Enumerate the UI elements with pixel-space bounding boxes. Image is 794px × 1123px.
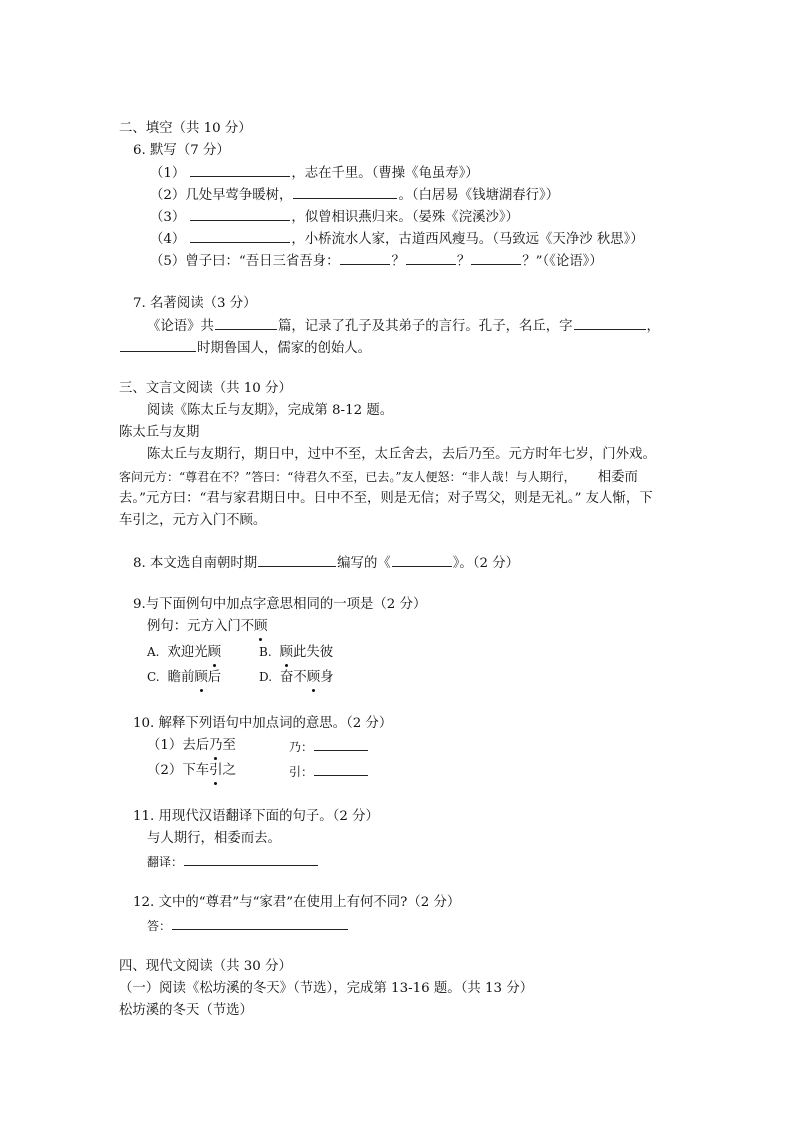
q10-title: 10. 解释下列语句中加点词的意思。（2 分） xyxy=(133,716,393,731)
option-text: 欢迎光 xyxy=(167,645,208,660)
answer-blank[interactable] xyxy=(190,208,290,221)
answer-blank[interactable] xyxy=(172,917,348,930)
line-text: ，小桥流水人家，古道西风瘦马。（马致远《天净沙 秋思》） xyxy=(291,232,644,247)
answer-blank[interactable] xyxy=(215,317,277,330)
line-number: （2） xyxy=(150,188,186,203)
row-text: 下车 xyxy=(182,763,210,778)
q9-option-d xyxy=(259,668,334,687)
dotted-char: 顾 xyxy=(279,645,294,660)
passage-line-1: 陈太丘与友期行，期日中，过中不至，太丘舍去，去后乃至。元方时年七岁，门外戏。 xyxy=(147,447,656,462)
reading-intro: 阅读《陈太丘与友期》，完成第 8-12 题。 xyxy=(147,403,394,418)
answer-label: 答： xyxy=(147,919,172,933)
row-text: 至 xyxy=(222,738,236,753)
line-number: （3） xyxy=(150,210,186,225)
line-number: （1） xyxy=(150,166,186,181)
line-text: 几处早莺争暖树， xyxy=(185,188,293,203)
q6-title: 6. 默写（7 分） xyxy=(133,143,230,158)
q6-line-2 xyxy=(150,186,559,205)
passage-text: 客问元方：“尊君在不？”答曰：“待君久不至，已去。”友人便怒：“非人哉！与人期行， xyxy=(119,470,576,484)
option-label: D. xyxy=(259,670,273,684)
q12-answer xyxy=(147,917,349,935)
line-text: ， xyxy=(646,319,660,334)
option-text: 瞻前 xyxy=(167,670,195,685)
option-text: 后 xyxy=(207,670,222,685)
line-text: 《论语》共 xyxy=(147,319,214,334)
q8 xyxy=(133,554,519,573)
q11-answer xyxy=(147,853,319,871)
line-text: ”（《论语》） xyxy=(535,254,603,269)
q12-title: 12. 文中的“尊君”与“家君”在使用上有何不同?（2 分） xyxy=(133,895,461,910)
q9-option-a xyxy=(147,643,221,662)
q10-answer-2 xyxy=(289,763,369,781)
q10-answer-1 xyxy=(289,738,369,756)
line-number: （4） xyxy=(150,232,186,247)
question-text: 编写的《 xyxy=(337,556,391,571)
dotted-char: 顾 xyxy=(254,619,268,634)
dotted-char: 引 xyxy=(209,763,223,778)
q7-line-2 xyxy=(119,339,371,358)
answer-blank[interactable] xyxy=(258,554,336,567)
question-text: 8. 本文选自南朝时期 xyxy=(133,556,258,571)
example-text: 例句：元方入门不 xyxy=(147,619,255,634)
q9-option-b xyxy=(259,643,333,662)
line-number: （5） xyxy=(150,254,186,269)
q7-line-1 xyxy=(147,317,660,336)
passage-title: 陈太丘与友期 xyxy=(119,425,200,440)
q6-line-3 xyxy=(150,208,519,227)
answer-blank[interactable] xyxy=(120,339,196,352)
q6-line-5 xyxy=(150,252,603,271)
answer-blank[interactable] xyxy=(190,230,290,243)
line-text: ，志在千里。（曹操《龟虽寿》） xyxy=(291,166,479,181)
q9-example xyxy=(147,618,268,636)
answer-blank[interactable] xyxy=(314,763,368,776)
word-label: 引： xyxy=(289,765,314,779)
question-text: 》。（2 分） xyxy=(452,556,520,571)
passage-line-2 xyxy=(119,468,638,487)
answer-blank[interactable] xyxy=(340,252,390,265)
passage-line-3: 去。”元方曰：“君与家君期日中。日中不至，则是无信；对子骂父，则是无礼。” 友人惭，下 xyxy=(119,491,653,506)
answer-blank[interactable] xyxy=(314,738,368,751)
answer-blank[interactable] xyxy=(190,164,290,177)
dotted-char: 顾 xyxy=(194,670,208,685)
dotted-char: 顾 xyxy=(306,670,321,685)
q10-row-2 xyxy=(147,762,236,780)
reading-part-1: （一）阅读《松坊溪的冬天》（节选），完成第 13-16 题。（共 13 分） xyxy=(119,981,534,996)
row-number: （1） xyxy=(147,738,183,753)
q9-option-c xyxy=(147,668,221,687)
row-text: 之 xyxy=(222,763,236,778)
option-label: B. xyxy=(259,645,272,659)
line-text: 篇，记录了孔子及其弟子的言行。孔子，名丘，字 xyxy=(277,319,573,334)
answer-blank[interactable] xyxy=(471,252,521,265)
answer-blank[interactable] xyxy=(406,252,456,265)
section-4-title: 四、现代文阅读（共 30 分） xyxy=(119,959,292,974)
question-mark: ？ xyxy=(456,254,471,269)
dotted-char: 乃 xyxy=(209,738,223,753)
q7-title: 7. 名著阅读（3 分） xyxy=(133,296,257,311)
q6-line-4 xyxy=(150,230,644,249)
answer-blank[interactable] xyxy=(574,317,646,330)
question-mark: ？ xyxy=(522,254,536,269)
word-label: 乃： xyxy=(289,740,314,754)
answer-blank[interactable] xyxy=(293,186,397,199)
q9-title: 9.与下面例句中加点字意思相同的一项是（2 分） xyxy=(133,597,427,612)
section-2-title: 二、填空（共 10 分） xyxy=(119,121,252,136)
question-mark: ？ xyxy=(391,254,405,269)
option-text: 身 xyxy=(320,670,334,685)
option-text: 此失彼 xyxy=(293,645,334,660)
option-label: A. xyxy=(147,645,160,659)
line-text: 曾子曰：“吾日三省吾身： xyxy=(185,254,340,269)
option-label: C. xyxy=(147,670,160,684)
passage-title-2: 松坊溪的冬天（节选） xyxy=(119,1003,253,1018)
option-text: 奋不 xyxy=(280,670,307,685)
passage-line-4: 车引之，元方入门不顾。 xyxy=(119,513,267,528)
row-number: （2） xyxy=(147,763,183,778)
q10-row-1 xyxy=(147,737,236,755)
dotted-char: 顾 xyxy=(207,645,222,660)
row-text: 去后 xyxy=(182,738,210,753)
passage-text: 相委而 xyxy=(597,470,638,485)
line-text: ，似曾相识燕归来。（晏殊《浣溪沙》） xyxy=(291,210,519,225)
answer-blank[interactable] xyxy=(392,554,452,567)
section-3-title: 三、文言文阅读（共 10 分） xyxy=(119,381,292,396)
line-text: 。（白居易《钱塘湖春行》） xyxy=(398,188,560,203)
q11-sentence: 与人期行，相委而去。 xyxy=(147,831,281,846)
q11-title: 11. 用现代汉语翻译下面的句子。（2 分） xyxy=(133,809,379,824)
line-text: 时期鲁国人，儒家的创始人。 xyxy=(197,341,372,356)
answer-blank[interactable] xyxy=(184,853,318,866)
answer-label: 翻译： xyxy=(147,855,184,869)
q6-line-1 xyxy=(150,164,479,183)
